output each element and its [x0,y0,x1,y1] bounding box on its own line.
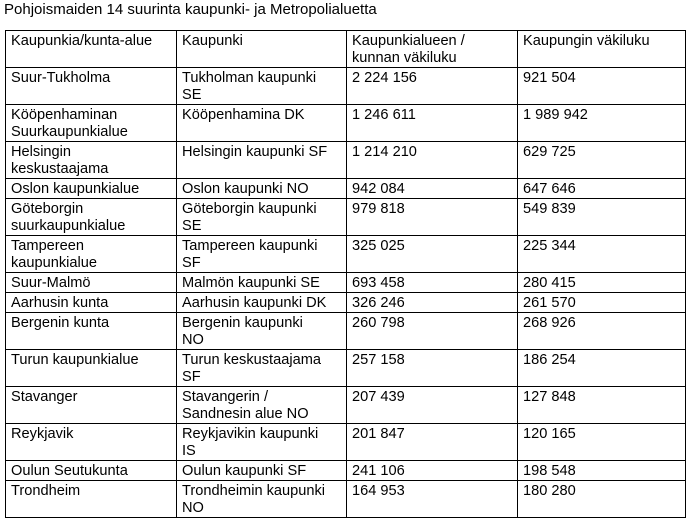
cell-text: 225 344 [523,238,576,254]
cell-text: Kööpenhaminan [11,107,118,123]
table-row [6,424,686,461]
area-population-cell [347,199,518,236]
cell-text: SF [182,255,201,271]
cell-text: 207 439 [352,389,405,405]
area-cell [6,142,177,179]
city-population-cell [518,273,686,293]
cell-text: Aarhusin kaupunki DK [182,295,327,311]
area-cell [6,313,177,350]
area-population-cell [347,461,518,481]
area-population-cell [347,236,518,273]
city-cell [177,236,347,273]
cell-text: 693 458 [352,275,405,291]
area-cell [6,273,177,293]
city-cell [177,481,347,518]
cell-text: IS [182,443,196,459]
cell-text: kaupunkialue [11,255,98,271]
table-row [6,481,686,518]
cell-text: Reykjavik [11,426,74,442]
cell-text: 325 025 [352,238,405,254]
cell-text: 942 084 [352,181,405,197]
city-population-cell [518,105,686,142]
city-population-cell [518,68,686,105]
cell-text: 186 254 [523,352,576,368]
city-population-cell [518,350,686,387]
cell-text: Aarhusin kunta [11,295,109,311]
document-title: Pohjoismaiden 14 suurinta kaupunki- ja Metropolialuetta [4,1,377,18]
city-cell [177,142,347,179]
area-population-cell [347,105,518,142]
cell-text: SE [182,218,202,234]
area-population-cell [347,293,518,313]
table-header [6,31,686,68]
city-population-cell [518,461,686,481]
cell-text: Helsingin kaupunki SF [182,144,328,160]
city-population-cell [518,313,686,350]
cell-text: Suur-Malmö [11,275,91,291]
cell-text: 326 246 [352,295,405,311]
cell-text: 979 818 [352,201,405,217]
area-cell [6,179,177,199]
cell-text: 268 926 [523,315,576,331]
city-cell [177,424,347,461]
cell-text: 180 280 [523,483,576,499]
table-row [6,236,686,273]
area-cell [6,350,177,387]
cell-text: Bergenin kunta [11,315,110,331]
cell-text: Tukholman kaupunki [182,70,317,86]
area-cell [6,105,177,142]
cell-text: 201 847 [352,426,405,442]
area-cell [6,461,177,481]
area-population-cell [347,481,518,518]
cell-text: Tampereen kaupunki [182,238,318,254]
city-cell [177,105,347,142]
city-cell [177,273,347,293]
cell-text: Turun keskustaajama [182,352,321,368]
cell-text: Stavangerin / [182,389,268,405]
cell-text: Reykjavikin kaupunki [182,426,319,442]
table-body [6,68,686,518]
city-population-cell [518,481,686,518]
area-cell [6,387,177,424]
table-row [6,293,686,313]
area-population-cell [347,68,518,105]
table-row [6,273,686,293]
cell-text: 127 848 [523,389,576,405]
table-row [6,350,686,387]
area-cell [6,293,177,313]
column-header [347,31,518,68]
city-population-table [5,30,686,518]
table-row [6,68,686,105]
table-row [6,142,686,179]
city-population-cell [518,387,686,424]
cell-text: SF [182,369,201,385]
cell-text: 647 646 [523,181,576,197]
cell-text: suurkaupunkialue [11,218,126,234]
header-text: kunnan väkiluku [352,50,457,66]
cell-text: SE [182,87,202,103]
cell-text: 1 214 210 [352,144,417,160]
city-population-cell [518,424,686,461]
city-cell [177,179,347,199]
cell-text: Oulun kaupunki SF [182,463,307,479]
cell-text: Göteborgin kaupunki [182,201,317,217]
table-row [6,461,686,481]
cell-text: 280 415 [523,275,576,291]
table-row [6,179,686,199]
cell-text: Trondheimin kaupunki [182,483,326,499]
cell-text: 257 158 [352,352,405,368]
cell-text: Helsingin [11,144,72,160]
cell-text: 2 224 156 [352,70,417,86]
cell-text: 261 570 [523,295,576,311]
cell-text: Oulun Seutukunta [11,463,128,479]
cell-text: 241 106 [352,463,405,479]
header-row [6,31,686,68]
header-text: Kaupunkialueen / [352,33,465,49]
area-population-cell [347,142,518,179]
area-population-cell [347,273,518,293]
cell-text: Bergenin kaupunki [182,315,303,331]
city-population-cell [518,199,686,236]
city-population-cell [518,142,686,179]
cell-text: Göteborgin [11,201,84,217]
cell-text: 1 246 611 [352,107,416,123]
cell-text: Turun kaupunkialue [11,352,139,368]
table-row [6,199,686,236]
cell-text: Kööpenhamina DK [182,107,305,123]
cell-text: 260 798 [352,315,405,331]
area-cell [6,199,177,236]
city-cell [177,293,347,313]
area-population-cell [347,350,518,387]
header-text: Kaupunkia/kunta-alue [11,33,153,49]
cell-text: 164 953 [352,483,405,499]
cell-text: 921 504 [523,70,576,86]
cell-text: keskustaajama [11,161,109,177]
cell-text: Trondheim [11,483,81,499]
cell-text: NO [182,500,204,516]
table-row [6,313,686,350]
city-cell [177,68,347,105]
cell-text: Tampereen [11,238,85,254]
city-cell [177,387,347,424]
city-population-cell [518,293,686,313]
cell-text: Suur-Tukholma [11,70,111,86]
header-text: Kaupunki [182,33,243,49]
city-cell [177,199,347,236]
column-header [6,31,177,68]
city-population-cell [518,179,686,199]
area-cell [6,424,177,461]
cell-text: 629 725 [523,144,576,160]
area-population-cell [347,387,518,424]
area-population-cell [347,313,518,350]
cell-text: Sandnesin alue NO [182,406,309,422]
cell-text: NO [182,332,204,348]
city-population-cell [518,236,686,273]
cell-text: Suurkaupunkialue [11,124,128,140]
cell-text: 1 989 942 [523,107,588,123]
area-cell [6,68,177,105]
city-cell [177,350,347,387]
cell-text: Oslon kaupunkialue [11,181,140,197]
column-header [518,31,686,68]
cell-text: Oslon kaupunki NO [182,181,309,197]
cell-text: Malmön kaupunki SE [182,275,320,291]
area-population-cell [347,424,518,461]
area-population-cell [347,179,518,199]
cell-text: Stavanger [11,389,78,405]
table-row [6,387,686,424]
cell-text: 120 165 [523,426,576,442]
cell-text: 198 548 [523,463,576,479]
city-cell [177,313,347,350]
table-row [6,105,686,142]
header-text: Kaupungin väkiluku [523,33,650,49]
area-cell [6,481,177,518]
column-header [177,31,347,68]
city-cell [177,461,347,481]
area-cell [6,236,177,273]
cell-text: 549 839 [523,201,576,217]
